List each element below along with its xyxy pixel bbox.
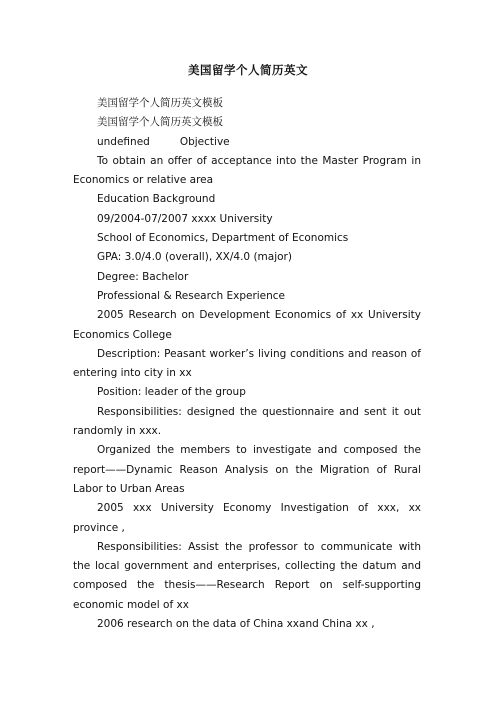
- paragraph: Position: leader of the group: [97, 386, 246, 399]
- objective-heading: Objective: [179, 135, 230, 148]
- paragraph: Organized the members to investigate and composed the report——Dynamic Reason Analysis on the Migration of Rural Labor to Urban Areas: [73, 444, 421, 495]
- paragraph: 美国留学个人简历英文模板: [97, 116, 223, 129]
- paragraph: 美国留学个人简历英文模板: [97, 97, 223, 109]
- section-heading: Professional & Research Experience: [97, 289, 286, 302]
- objective-line: [73, 133, 421, 152]
- paragraph: Responsibilities: Assist the professor to communicate with the local government and enterprises, collecting the datum and composed the thesis——Research Report on self-supporting economic model of xx: [73, 540, 421, 611]
- paragraph: Description: Peasant worker’s living conditions and reason of entering into city in xx: [73, 347, 421, 380]
- paragraph: 09/2004-07/2007 xxxx University: [97, 212, 273, 225]
- paragraph: 2005 Research on Development Economics of xx University Economics College: [73, 309, 421, 341]
- document-title: 美国留学个人简历英文: [188, 63, 308, 77]
- paragraph: Responsibilities: designed the questionnaire and sent it out randomly in xxx.: [73, 405, 421, 438]
- paragraph: GPA: 3.0/4.0 (overall), XX/4.0 (major): [97, 251, 292, 264]
- section-heading: Education Background: [97, 193, 216, 206]
- paragraph: School of Economics, Department of Economics: [97, 232, 349, 245]
- paragraph: To obtain an offer of acceptance into the Master Program in Economics or relative area: [73, 154, 421, 187]
- paragraph: 2006 research on the data of China xxand China xx ,: [97, 618, 375, 631]
- document-body: [73, 94, 421, 634]
- paragraph: 2005 xxx University Economy Investigation of xxx, xx province ,: [73, 502, 421, 534]
- objective-prefix: undefined: [97, 135, 150, 148]
- paragraph: Degree: Bachelor: [97, 270, 189, 283]
